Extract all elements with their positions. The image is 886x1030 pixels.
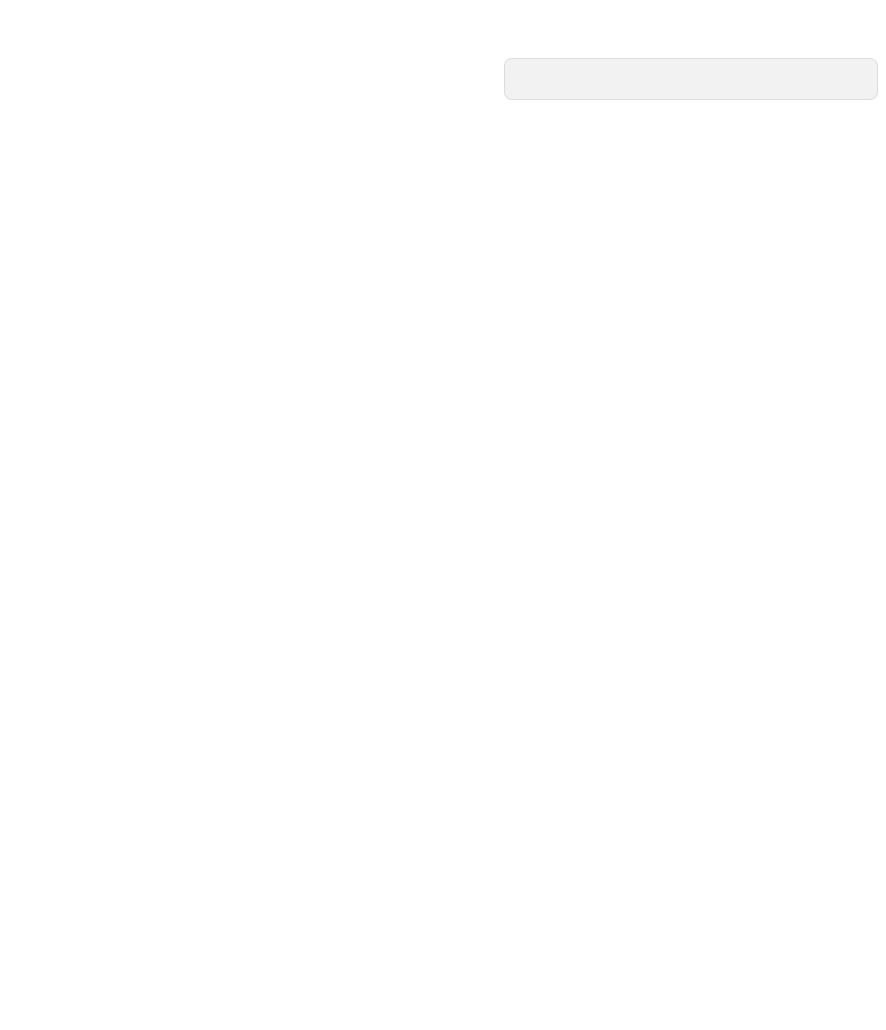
left-column [8,50,490,60]
profile-footer [515,79,867,95]
real-time-market-profile-card [504,58,878,100]
profile-heading [515,67,867,79]
right-column [504,58,878,100]
report-header [8,0,878,50]
